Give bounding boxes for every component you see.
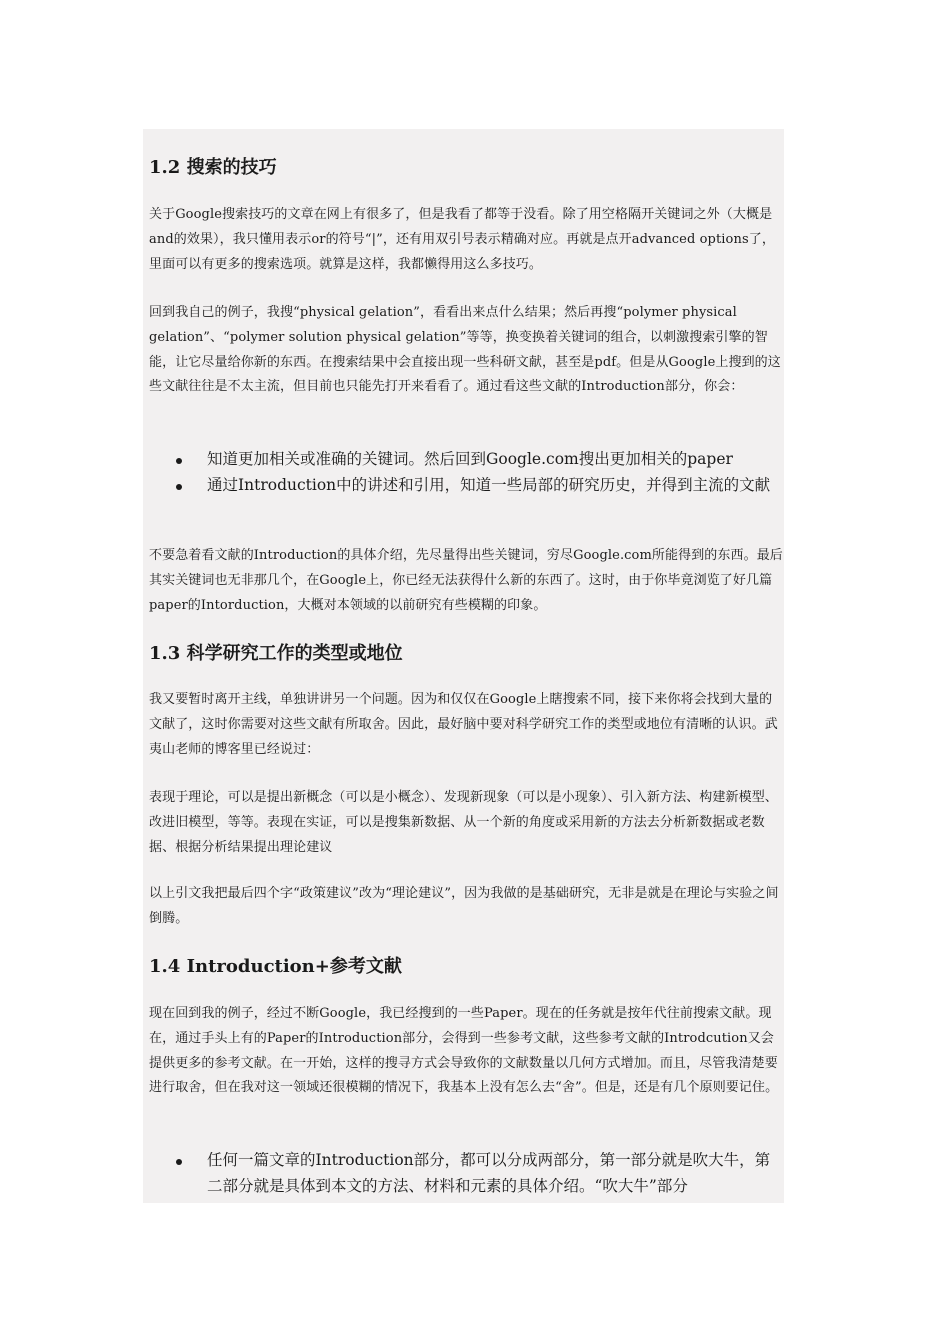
section-heading-1-4: 1.4 Introduction+参考文献	[149, 956, 402, 977]
paragraph-references-method: 现在回到我的例子，经过不断Google，我已经搜到的一些Paper。现在的任务就是按年代往前搜索文献。现在，通过手头上有的Paper的Introduction部分，会得到一些参考文献，这些参考文献的Introdcution又会提供更多的参考文献。在一开始，这样的搜寻方式会导致你的文献数量以几何方式增加。而且，尽管我清楚要进行取舍，但在我对这一领域还很模糊的情况下，我基本上没有怎么去“舍”。但是，还是有几个原则要记住。	[149, 1006, 779, 1096]
article-panel	[143, 129, 784, 1203]
section-heading-1-2: 1.2 搜索的技巧	[149, 157, 277, 178]
list-item-text: 通过Introduction中的讲述和引用，知道一些局部的研究历史，并得到主流的文献	[207, 475, 771, 494]
section-heading-1-3: 1.3 科学研究工作的类型或地位	[149, 643, 403, 664]
bullet-dot-icon	[176, 484, 182, 490]
bullet-list-introduction-structure	[149, 1148, 781, 1199]
list-item	[149, 473, 775, 499]
bullet-list-introduction-benefits	[149, 447, 781, 498]
list-item-text: 知道更加相关或准确的关键词。然后回到Google.com搜出更加相关的paper	[207, 450, 733, 468]
paragraph-citation-note: 以上引文我把最后四个字“政策建议”改为“理论建议”，因为我做的是基础研究，无非是就是在理论与实验之间倒腾。	[149, 886, 779, 926]
paragraph-quoted-passage: 表现于理论，可以是提出新概念（可以是小概念）、发现新现象（可以是小现象）、引入新方法、构建新模型、改进旧模型，等等。表现在实证，可以是搜集新数据、从一个新的角度或采用新的方法去分析新数据或老数据、根据分析结果提出理论建议	[149, 790, 778, 855]
list-item	[149, 1148, 775, 1199]
paragraph-keywords-advice: 不要急着看文献的Introduction的具体介绍，先尽量得出些关键词，穷尽Google.com所能得到的东西。最后其实关键词也无非那几个，在Google上，你已经无法获得什么新的东西了。这时，由于你毕竟浏览了好几篇paper的Intorduction，大概对本领域的以前研究有些模糊的印象。	[149, 548, 783, 613]
bullet-dot-icon	[176, 1159, 182, 1165]
list-item-text: 任何一篇文章的Introduction部分，都可以分成两部分，第一部分就是吹大牛，第二部分就是具体到本文的方法、材料和元素的具体介绍。“吹大牛”部分	[207, 1151, 771, 1195]
paragraph-own-example: 回到我自己的例子，我搜“physical gelation”，看看出来点什么结果；然后再搜“polymer physical gelation”、“polymer solution physical gelation”等等，换变换着关键词的组合，以刺激搜索引擎的智能，让它尽量给你新的东西。在搜索结果中会直接出现一些科研文献，甚至是pdf。但是从Google上搜到的这些文献往往是不太主流，但目前也只能先打开来看看了。通过看这些文献的Introduction部分，你会：	[149, 305, 781, 395]
list-item	[149, 447, 775, 473]
paragraph-search-tips: 关于Google搜索技巧的文章在网上有很多了，但是我看了都等于没看。除了用空格隔开关键词之外（大概是and的效果），我只懂用表示or的符号“|”，还有用双引号表示精确对应。再就是点开advanced options了，里面可以有更多的搜索选项。就算是这样，我都懒得用这么多技巧。	[149, 207, 775, 272]
paragraph-research-types-intro: 我又要暂时离开主线，单独讲讲另一个问题。因为和仅仅在Google上瞎搜索不同，接下来你将会找到大量的文献了，这时你需要对这些文献有所取舍。因此，最好脑中要对科学研究工作的类型或地位有清晰的认识。武夷山老师的博客里已经说过：	[149, 692, 778, 757]
bullet-dot-icon	[176, 458, 182, 464]
